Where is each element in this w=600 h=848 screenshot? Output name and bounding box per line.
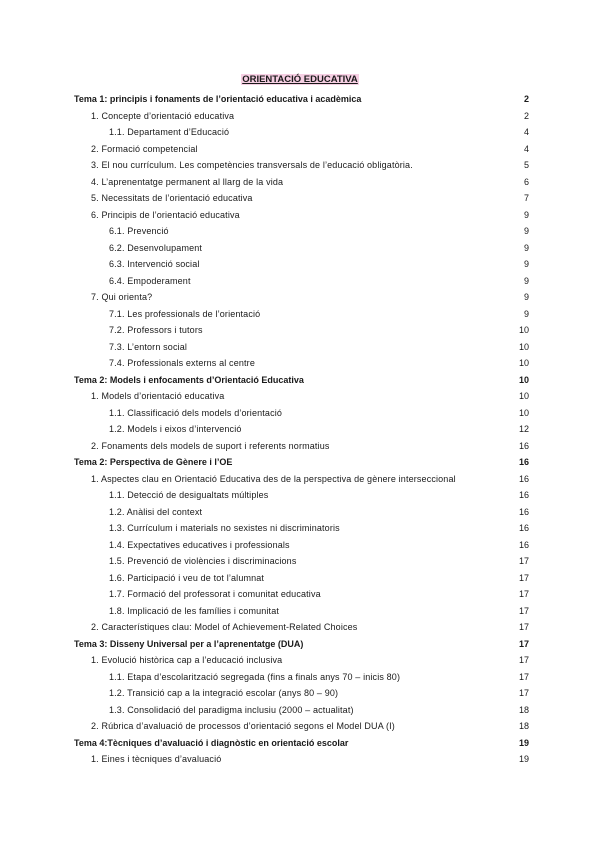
- toc-entry-page-number: 10: [518, 391, 529, 401]
- toc-entry-title: 1.7. Formació del professorat i comunitat educativa: [109, 589, 321, 599]
- toc-entry-title: 6.1. Prevenció: [109, 226, 169, 236]
- toc-entry-title: 1. Evolució històrica cap a l’educació inclusiva: [91, 655, 283, 665]
- toc-entry-title: 1. Concepte d’orientació educativa: [91, 110, 235, 121]
- document-title-container: [0, 73, 600, 87]
- toc-section-entry[interactable]: [74, 157, 529, 174]
- toc-subsection-entry[interactable]: [74, 702, 529, 719]
- toc-section-entry[interactable]: [74, 190, 529, 207]
- toc-entry-title: 7. Qui orienta?: [91, 292, 153, 302]
- toc-subsection-entry[interactable]: [74, 405, 529, 422]
- toc-entry-title: 1.3. Currículum i materials no sexistes ni discriminatoris: [109, 523, 340, 533]
- toc-entry-title: 7.2. Professors i tutors: [109, 325, 203, 335]
- toc-entry-title: 6.4. Empoderament: [109, 275, 191, 286]
- toc-entry-page-number: 10: [518, 325, 529, 335]
- toc-chapter-entry[interactable]: [74, 372, 529, 389]
- toc-subsection-entry[interactable]: [74, 685, 529, 702]
- toc-entry-page-number: 19: [518, 754, 529, 764]
- toc-entry-page-number: 17: [518, 622, 529, 632]
- toc-subsection-entry[interactable]: [74, 339, 529, 356]
- toc-entry-title: 1. Eines i tècniques d’avaluació: [91, 754, 222, 764]
- toc-section-entry[interactable]: [74, 388, 529, 405]
- toc-section-entry[interactable]: [74, 108, 529, 125]
- toc-entry-title: 6. Principis de l’orientació educativa: [91, 209, 240, 220]
- toc-entry-page-number: 9: [523, 308, 529, 319]
- toc-entry-page-number: 9: [523, 292, 529, 302]
- toc-entry-title: 1.2. Anàlisi del context: [109, 506, 203, 517]
- toc-entry-title: Tema 4:Tècniques d’avaluació i diagnòstic en orientació escolar: [74, 737, 349, 748]
- toc-entry-title: 1.2. Models i eixos d’intervenció: [109, 424, 242, 434]
- toc-section-entry[interactable]: [74, 289, 529, 306]
- toc-subsection-entry[interactable]: [74, 504, 529, 521]
- toc-section-entry[interactable]: [74, 207, 529, 224]
- toc-subsection-entry[interactable]: [74, 553, 529, 570]
- toc-section-entry[interactable]: [74, 619, 529, 636]
- toc-chapter-entry[interactable]: [74, 454, 529, 471]
- toc-subsection-entry[interactable]: [74, 306, 529, 323]
- toc-entry-title: Tema 1: principis i fonaments de l’orientació educativa i acadèmica: [74, 94, 362, 104]
- toc-entry-title: 1.1. Detecció de desigualtats múltiples: [109, 490, 269, 500]
- toc-subsection-entry[interactable]: [74, 487, 529, 504]
- toc-entry-page-number: 9: [523, 226, 529, 236]
- toc-subsection-entry[interactable]: [74, 240, 529, 257]
- toc-entry-page-number: 17: [518, 638, 529, 649]
- toc-section-entry[interactable]: [74, 652, 529, 669]
- toc-entry-page-number: 17: [518, 572, 529, 583]
- toc-entry-title: 2. Fonaments dels models de suport i referents normatius: [91, 440, 330, 451]
- toc-entry-title: 1.4. Expectatives educatives i professionals: [109, 539, 290, 550]
- toc-entry-page-number: 2: [523, 110, 529, 121]
- toc-entry-page-number: 16: [518, 490, 529, 500]
- toc-entry-page-number: 10: [518, 407, 529, 418]
- toc-chapter-entry[interactable]: [74, 735, 529, 752]
- toc-subsection-entry[interactable]: [74, 537, 529, 554]
- toc-subsection-entry[interactable]: [74, 603, 529, 620]
- toc-entry-page-number: 6: [523, 176, 529, 187]
- toc-entry-page-number: 18: [518, 721, 529, 731]
- toc-subsection-entry[interactable]: [74, 273, 529, 290]
- toc-entry-title: 7.1. Les professionals de l’orientació: [109, 308, 261, 319]
- toc-subsection-entry[interactable]: [74, 124, 529, 141]
- toc-entry-page-number: 17: [518, 671, 529, 682]
- toc-section-entry[interactable]: [74, 438, 529, 455]
- toc-subsection-entry[interactable]: [74, 223, 529, 240]
- toc-entry-page-number: 9: [523, 209, 529, 220]
- toc-entry-title: 1.8. Implicació de les famílies i comunitat: [109, 605, 280, 616]
- toc-entry-title: 7.3. L’entorn social: [109, 341, 188, 352]
- toc-entry-page-number: 9: [523, 259, 529, 269]
- toc-entry-page-number: 16: [518, 473, 529, 484]
- toc-entry-page-number: 17: [518, 589, 529, 599]
- toc-entry-title: 7.4. Professionals externs al centre: [109, 358, 255, 368]
- toc-subsection-entry[interactable]: [74, 322, 529, 339]
- toc-subsection-entry[interactable]: [74, 355, 529, 372]
- document-title: ORIENTACIÓ EDUCATIVA: [242, 74, 358, 85]
- toc-subsection-entry[interactable]: [74, 586, 529, 603]
- toc-entry-page-number: 16: [518, 523, 529, 533]
- toc-entry-page-number: 10: [518, 358, 529, 368]
- toc-entry-title: 1.3. Consolidació del paradigma inclusiu (2000 – actualitat): [109, 704, 354, 715]
- toc-entry-page-number: 5: [523, 160, 529, 170]
- toc-entry-title: Tema 2: Models i enfocaments d’Orientació Educativa: [74, 374, 304, 385]
- toc-subsection-entry[interactable]: [74, 256, 529, 273]
- toc-entry-title: 6.2. Desenvolupament: [109, 242, 203, 253]
- toc-subsection-entry[interactable]: [74, 421, 529, 438]
- toc-entry-page-number: 17: [518, 605, 529, 616]
- toc-section-entry[interactable]: [74, 471, 529, 488]
- toc-entry-page-number: 17: [518, 655, 529, 665]
- toc-entry-title: 2. Rúbrica d’avaluació de processos d’orientació segons el Model DUA (I): [91, 721, 395, 731]
- toc-entry-title: 1.2. Transició cap a la integració escolar (anys 80 – 90): [109, 688, 339, 698]
- toc-entry-page-number: 4: [523, 143, 529, 154]
- toc-entry-page-number: 19: [518, 737, 529, 748]
- toc-entry-title: 1.5. Prevenció de violències i discriminacions: [109, 556, 297, 566]
- toc-entry-page-number: 10: [518, 341, 529, 352]
- toc-entry-title: 2. Formació competencial: [91, 143, 198, 154]
- toc-chapter-entry[interactable]: [74, 636, 529, 653]
- toc-section-entry[interactable]: [74, 751, 529, 768]
- toc-entry-page-number: 7: [523, 193, 529, 203]
- toc-entry-title: 3. El nou currículum. Les competències transversals de l’educació obligatòria.: [91, 160, 413, 170]
- table-of-contents: [74, 91, 529, 768]
- toc-entry-title: 1.6. Participació i veu de tot l’alumnat: [109, 572, 265, 583]
- toc-entry-page-number: 9: [523, 242, 529, 253]
- toc-entry-page-number: 16: [518, 440, 529, 451]
- toc-entry-page-number: 16: [518, 539, 529, 550]
- toc-entry-title: 1.1. Classificació dels models d’orientació: [109, 407, 283, 418]
- toc-entry-title: 1. Models d’orientació educativa: [91, 391, 225, 401]
- toc-chapter-entry[interactable]: [74, 91, 529, 108]
- toc-section-entry[interactable]: [74, 718, 529, 735]
- toc-subsection-entry[interactable]: [74, 520, 529, 537]
- toc-entry-title: 5. Necessitats de l’orientació educativa: [91, 193, 253, 203]
- toc-entry-page-number: 17: [518, 556, 529, 566]
- toc-entry-page-number: 4: [523, 127, 529, 137]
- toc-entry-page-number: 12: [518, 424, 529, 434]
- toc-section-entry[interactable]: [74, 174, 529, 191]
- toc-entry-page-number: 9: [523, 275, 529, 286]
- toc-entry-title: 1.1. Departament d’Educació: [109, 127, 230, 137]
- toc-entry-title: 2. Característiques clau: Model of Achievement-Related Choices: [91, 622, 358, 632]
- toc-entry-title: Tema 2: Perspectiva de Gènere i l’OE: [74, 457, 233, 467]
- toc-entry-page-number: 18: [518, 704, 529, 715]
- toc-entry-page-number: 17: [518, 688, 529, 698]
- toc-entry-page-number: 16: [518, 506, 529, 517]
- toc-subsection-entry[interactable]: [74, 570, 529, 587]
- toc-entry-title: Tema 3: Disseny Universal per a l’aprenentatge (DUA): [74, 638, 304, 649]
- toc-subsection-entry[interactable]: [74, 669, 529, 686]
- toc-entry-title: 1. Aspectes clau en Orientació Educativa des de la perspectiva de gènere interseccional: [91, 473, 456, 484]
- toc-entry-title: 1.1. Etapa d’escolarització segregada (fins a finals anys 70 – inicis 80): [109, 671, 401, 682]
- toc-entry-title: 4. L’aprenentatge permanent al llarg de la vida: [91, 176, 284, 187]
- toc-entry-page-number: 10: [518, 374, 529, 385]
- toc-entry-page-number: 16: [518, 457, 529, 467]
- toc-section-entry[interactable]: [74, 141, 529, 158]
- toc-entry-title: 6.3. Intervenció social: [109, 259, 200, 269]
- toc-entry-page-number: 2: [523, 94, 529, 104]
